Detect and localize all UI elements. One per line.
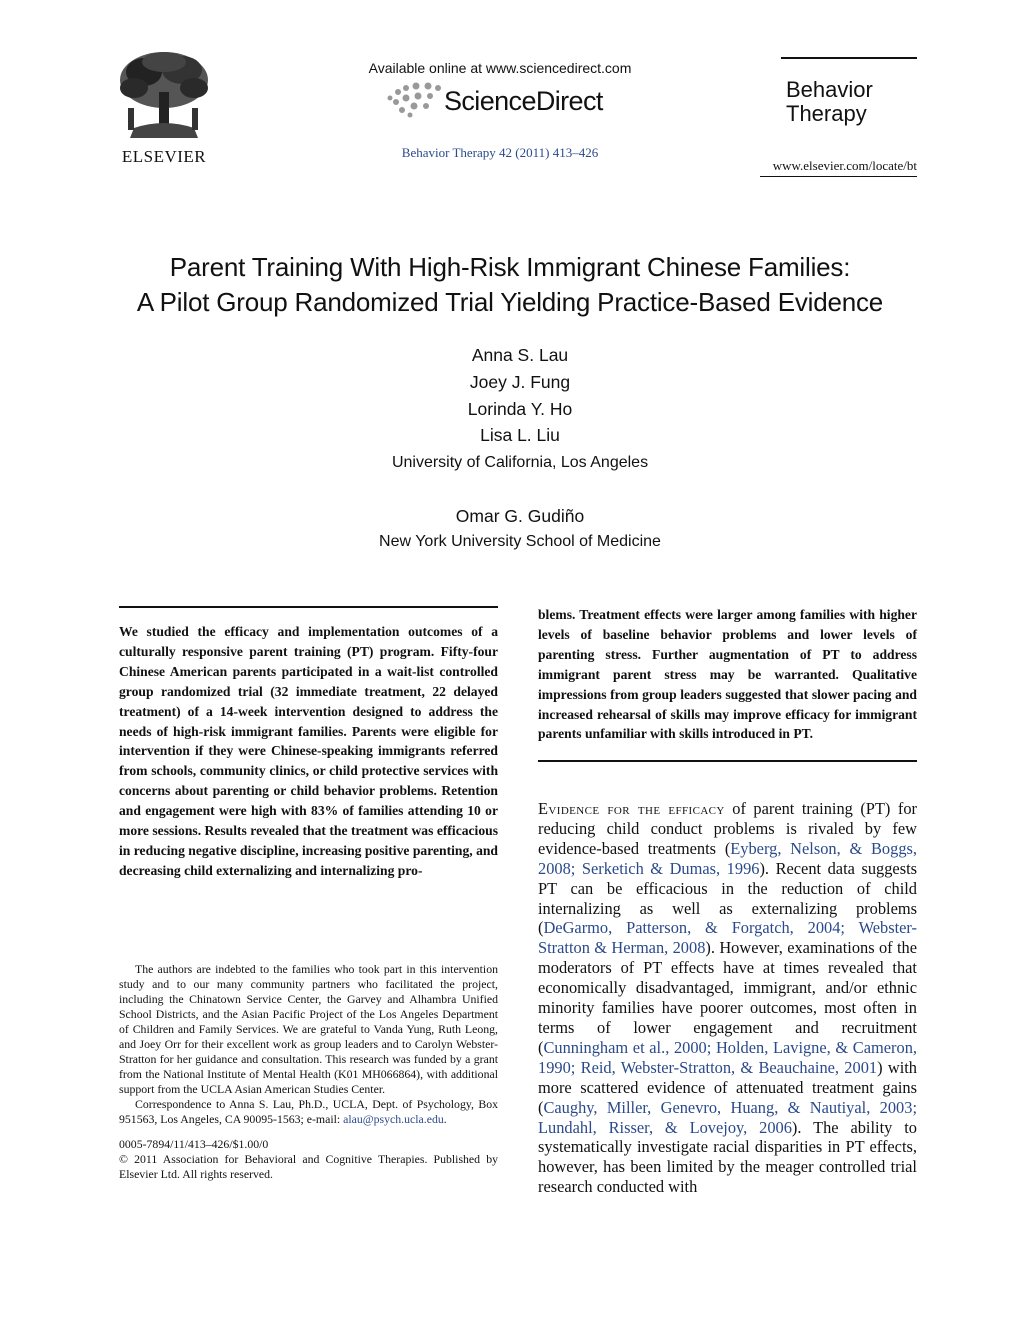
elsevier-tree-icon (114, 48, 214, 140)
body-lead-in: Evidence for the efficacy (538, 799, 725, 818)
available-online-text: Available online at www.sciencedirect.com (368, 60, 632, 76)
article-title-line1: Parent Training With High-Risk Immigrant Chinese Families: (169, 252, 851, 282)
abstract-column-left (119, 622, 498, 881)
journal-citation[interactable]: Behavior Therapy 42 (2011) 413–426 (401, 145, 599, 160)
author-name: Omar G. Gudiño (455, 506, 585, 526)
correspondence-text (119, 1097, 498, 1127)
journal-logo-line1: Behavior (786, 77, 873, 102)
body-text-segment: of parent training (PT) for reducing child conduct problems is rivaled by few evidence-based treatments ( (538, 799, 917, 858)
citation-link[interactable]: DeGarmo, Patterson, & Forgatch, 2004; Webster-Stratton & Herman, 2008 (538, 918, 917, 958)
body-text-segment: ). Recent data suggests PT can be efficacious in the reduction of child internalizing as well as externalizing problems ( (538, 858, 917, 938)
sciencedirect-wordmark: ScienceDirect (444, 86, 603, 116)
author-name: Joey J. Fung (469, 372, 571, 392)
author-name: Anna S. Lau (471, 345, 569, 365)
abstract-text-left: We studied the efficacy and implementation outcomes of a culturally responsive parent training (PT) program. Fifty-four Chinese American parents participated in a wait-list controlled group randomized trial (32 immediate treatment, 22 delayed treatment) of a 14-week intervention designed to address the needs of high-risk immigrant families. Parents were eligible for intervention if they were Chinese-speaking immigrants referred from schools, community clinics, or child protective services with concerns about parenting or child behavior problems. Retention and engagement were high with 83% of families attending 10 or more sessions. Results revealed that the treatment was efficacious in reducing negative discipline, increasing positive parenting, and decreasing child externalizing and internalizing pro- (119, 624, 498, 878)
author-name: Lisa L. Liu (480, 425, 560, 445)
abstract-bottom-rule (538, 760, 917, 762)
elsevier-wordmark: ELSEVIER (121, 147, 207, 166)
body-paragraph (538, 799, 917, 1197)
citation-link[interactable]: Caughy, Miller, Genevro, Huang, & Nautiyal, 2003; Lundahl, Risser, & Lovejoy, 2006 (538, 1097, 917, 1137)
correspondence-label: Correspondence to Anna S. Lau, Ph.D., UCLA, Dept. of Psychology, Box 951563, Los Angeles, CA 90095-1563; e-mail: (119, 1097, 498, 1126)
abstract-column-right (538, 605, 917, 744)
abstract-top-rule (119, 606, 498, 608)
footnote (119, 962, 498, 1182)
correspondence-suffix: . (443, 1112, 447, 1126)
copyright-text: © 2011 Association for Behavioral and Cognitive Therapies. Published by Elsevier Ltd. All rights reserved. (119, 1152, 498, 1181)
author-affiliation: University of California, Los Angeles (391, 454, 649, 471)
journal-logo-rule (781, 57, 917, 59)
journal-url[interactable]: www.elsevier.com/locate/bt (772, 158, 917, 173)
body-text-segment: ) with more scattered evidence of attenuated treatment gains ( (538, 1057, 917, 1117)
header-divider (760, 176, 917, 177)
acknowledgment-text: The authors are indebted to the families who took part in this intervention study and to our many community partners who facilitated the project, including the Chinatown Service Center, the Garvey and Alhambra Unified School Districts, and the Asian Pacific Project of the Los Angeles Department of Children and Family Services. We are grateful to Vanda Yung, Ruth Leong, and Joey Orr for their excellent work as group leaders and to Carolyn Webster-Stratton for her guidance and consultation. This research was funded by a grant from the National Institute of Mental Health (K01 MH066864), with additional support from the UCLA Asian American Studies Center. (119, 962, 498, 1096)
citation-link[interactable]: Eyberg, Nelson, & Boggs, 2008; Serketich & Dumas, 1996 (538, 838, 917, 878)
email-link[interactable]: alau@psych.ucla.edu (343, 1112, 444, 1126)
body-text-segment: ). The ability to systematically investigate racial disparities in PT effects, however, has been limited by the meager controlled trial research conducted with (538, 1117, 917, 1197)
body-text-segment: ). However, examinations of the moderators of PT effects have at times revealed that economically disadvantaged, immigrant, and/or ethnic minority families have poorer outcomes, most often in terms of lower engagement and recruitment ( (538, 938, 917, 1057)
sciencedirect-logo (384, 82, 634, 122)
journal-logo-line2: Therapy (786, 101, 867, 126)
issn-text: 0005-7894/11/413–426/$1.00/0 (119, 1137, 269, 1151)
author-name: Lorinda Y. Ho (467, 399, 573, 419)
elsevier-logo (108, 48, 220, 170)
article-title-line2: A Pilot Group Randomized Trial Yielding Practice-Based Evidence (136, 287, 884, 317)
article-title (100, 250, 920, 320)
journal-logo (786, 78, 873, 126)
abstract-text-right: blems. Treatment effects were larger among families with higher levels of baseline behavior problems and lower levels of parenting stress. Further augmentation of PT to address immigrant parent stress may be warranted. Qualitative impressions from group leaders suggested that slower pacing and increased rehearsal of skills may improve efficacy for immigrant parents unfamiliar with skills introduced in PT. (538, 607, 917, 742)
sciencedirect-dots-icon (384, 82, 444, 118)
citation-link[interactable]: Cunningham et al., 2000; Holden, Lavigne, & Cameron, 1990; Reid, Webster-Stratton, & Beauchaine, 2001 (538, 1037, 917, 1077)
author-affiliation: New York University School of Medicine (379, 533, 661, 550)
